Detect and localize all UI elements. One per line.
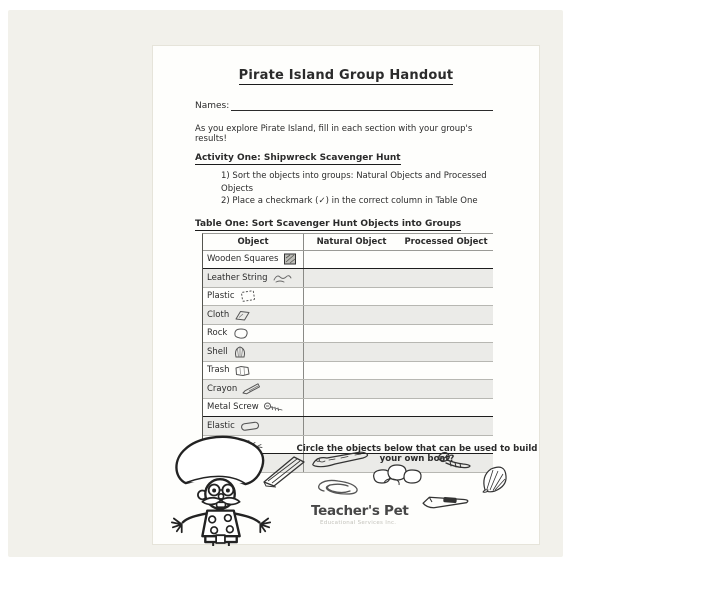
object-label: Leather String: [207, 272, 268, 283]
natural-object-cell: [304, 417, 399, 435]
object-cell: [203, 417, 304, 435]
processed-object-cell: [399, 399, 493, 417]
table-row: [203, 325, 493, 344]
circle-objects-prompt: Circle the objects below that can be used to build your own boat?: [296, 444, 538, 464]
metal-screw-icon: [263, 401, 285, 413]
processed-object-cell: [399, 380, 493, 398]
table-header-row: [203, 234, 493, 251]
shell-icon: [232, 345, 248, 359]
object-cell: [203, 380, 304, 398]
column-header-object: Object: [203, 234, 304, 250]
object-cell: [203, 269, 304, 287]
column-header-processed: Processed Object: [404, 236, 488, 247]
processed-object-cell: [399, 362, 493, 380]
object-label: Plastic: [207, 291, 235, 302]
object-label: Shell: [207, 346, 228, 357]
seashell-doodle: [479, 464, 509, 496]
natural-object-cell: [304, 306, 399, 324]
pirate-character: [157, 434, 287, 546]
object-label: Cloth: [207, 309, 230, 320]
page-title: Pirate Island Group Handout: [238, 68, 454, 83]
object-cell: [203, 251, 304, 269]
driftwood-branch-doodle: [309, 448, 371, 476]
natural-object-cell: [304, 325, 399, 343]
processed-object-cell: [399, 325, 493, 343]
table-row: [203, 417, 493, 436]
natural-object-cell: [304, 251, 399, 269]
natural-object-cell: [304, 380, 399, 398]
teachers-pet-logo: [311, 505, 409, 526]
object-cell: [203, 288, 304, 306]
table-row: [203, 251, 493, 270]
object-label: Elastic: [207, 420, 235, 431]
object-cell: [203, 325, 304, 343]
worksheet-page: [152, 45, 540, 545]
table-row: [203, 362, 493, 381]
logo-wordmark: Teacher's Pet: [311, 503, 409, 519]
trash-icon: [233, 364, 251, 377]
object-label: Trash: [207, 365, 230, 376]
processed-object-cell: [399, 306, 493, 324]
activity-steps: [221, 170, 493, 208]
table-row: [203, 306, 493, 325]
natural-object-cell: [304, 362, 399, 380]
natural-object-cell: [304, 288, 399, 306]
processed-object-cell: [399, 269, 493, 287]
processed-object-cell: [399, 343, 493, 361]
string-loop-doodle: [314, 477, 362, 499]
natural-object-cell: [304, 399, 399, 417]
logo-subtitle: Educational Services Inc.: [320, 519, 397, 526]
natural-object-cell: [304, 343, 399, 361]
elastic-icon: [239, 419, 261, 432]
object-cell: [203, 362, 304, 380]
plastic-icon: [239, 289, 257, 303]
table-row: [203, 343, 493, 362]
rock-icon: [231, 326, 249, 340]
object-label: Crayon: [207, 383, 238, 394]
object-label: Rock: [207, 328, 228, 339]
activity-heading: Activity One: Shipwreck Scavenger Hunt: [195, 153, 401, 163]
names-line: [195, 100, 493, 111]
table-caption: Table One: Sort Scavenger Hunt Objects into Groups: [195, 218, 462, 229]
wooden-squares-icon: [282, 252, 299, 266]
cloth-icon: [233, 308, 251, 322]
object-cell: [203, 306, 304, 324]
processed-object-cell: [399, 251, 493, 269]
natural-object-cell: [304, 269, 399, 287]
table-row: [203, 380, 493, 399]
names-blank-line: [231, 100, 493, 111]
step-2: 2) Place a checkmark (✓) in the correct column in Table One: [221, 196, 478, 206]
step-1: 1) Sort the objects into groups: Natural Objects and Processed Objects: [221, 171, 487, 194]
object-cell: [203, 399, 304, 417]
names-label: Names:: [195, 101, 230, 111]
processed-object-cell: [399, 417, 493, 435]
crayon-icon: [241, 382, 263, 395]
column-header-natural: Natural Object: [316, 236, 387, 247]
table-row: [203, 288, 493, 307]
processed-object-cell: [399, 288, 493, 306]
crayon-doodle: [420, 486, 472, 510]
intro-text: As you explore Pirate Island, fill in each section with your group's results!: [195, 124, 473, 144]
metal-screw-doodle: [433, 450, 473, 476]
object-label: Wooden Squares: [207, 254, 279, 265]
table-row: [203, 269, 493, 288]
table-row: [203, 399, 493, 418]
rock-pile-doodle: [370, 461, 424, 489]
wooden-plank-doodle: [260, 453, 308, 489]
object-cell: [203, 343, 304, 361]
leather-string-icon: [272, 271, 292, 284]
object-label: Metal Screw: [207, 402, 259, 413]
